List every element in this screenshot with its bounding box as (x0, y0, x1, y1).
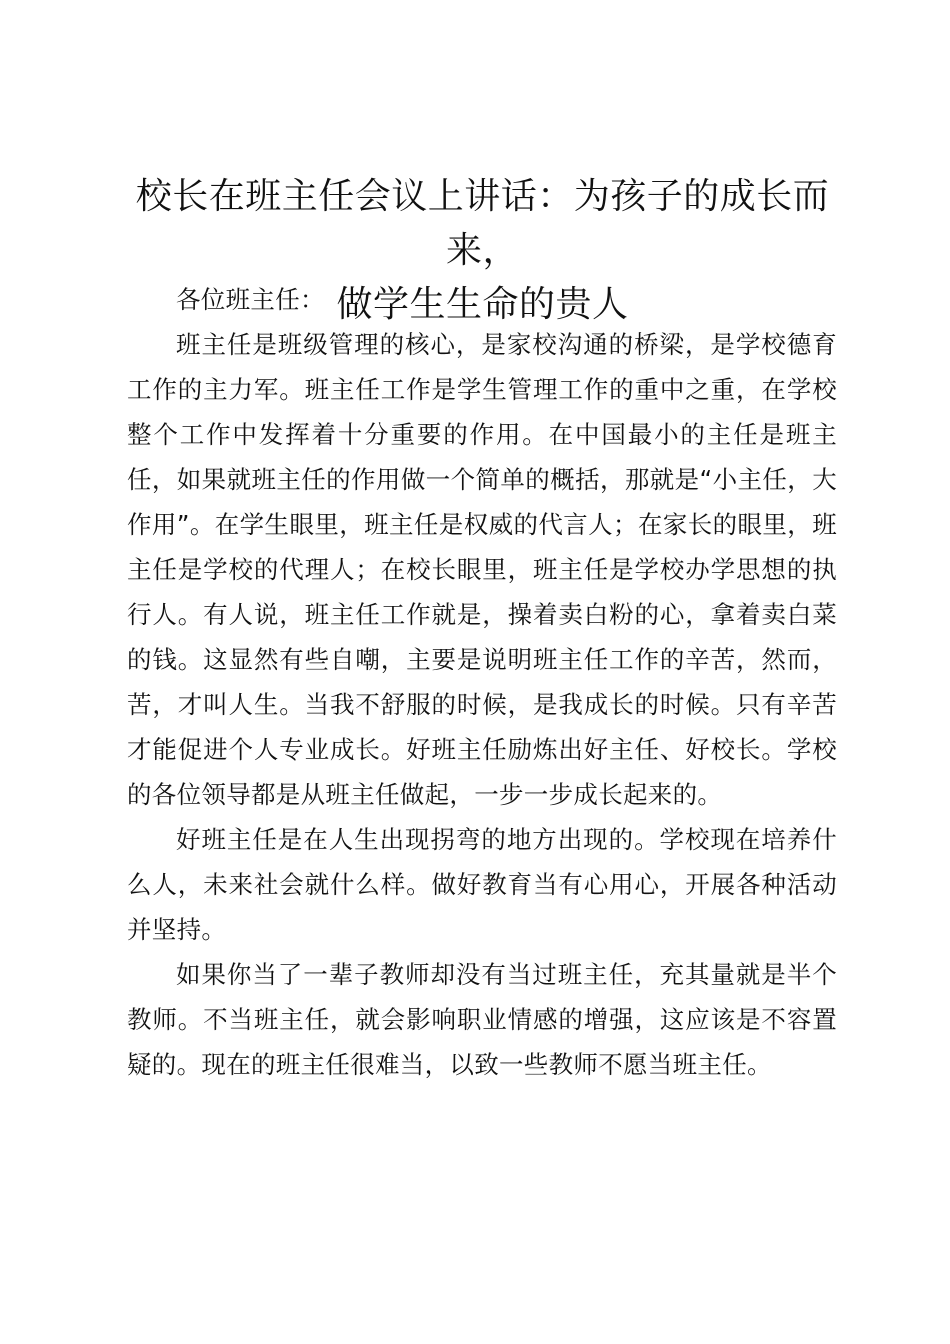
title-line-1: 校长在班主任会议上讲话：为孩子的成长而来， (135, 176, 830, 271)
title-line-2: 做学生生命的贵人 (336, 284, 629, 325)
paragraph-2: 好班主任是在人生出现拐弯的地方出现的。学校现在培养什么人，未来社会就什么样。做好教育当有心用心，开展各种活动并坚持。 (127, 825, 837, 944)
paragraph-1: 班主任是班级管理的核心，是家校沟通的桥梁，是学校德育工作的主力军。班主任工作是学生管理工作的重中之重，在学校整个工作中发挥着十分重要的作用。在中国最小的主任是班主任，如果就班主任的作用做一个简单的概括，那就是“小主任，大作用”。在学生眼里，班主任是权威的代言人；在家长的眼里，班主任是学校的代理人；在校长眼里，班主任是学校办学思想的执行人。有人说，班主任工作就是，操着卖白粉的心，拿着卖白菜的钱。这显然有些自嘲，主要是说明班主任工作的辛苦，然而，苦，才叫人生。当我不舒服的时候，是我成长的时候。只有辛苦才能促进个人专业成长。好班主任励炼出好主任、好校长。学校的各位领导都是从班主任做起，一步一步成长起来的。 (127, 330, 837, 809)
document-body (127, 277, 837, 1087)
salutation: 各位班主任： (176, 285, 325, 314)
paragraph-3: 如果你当了一辈子教师却没有当过班主任，充其量就是半个教师。不当班主任，就会影响职业情感的增强，这应该是不容置疑的。现在的班主任很难当，以致一些教师不愿当班主任。 (127, 960, 837, 1079)
